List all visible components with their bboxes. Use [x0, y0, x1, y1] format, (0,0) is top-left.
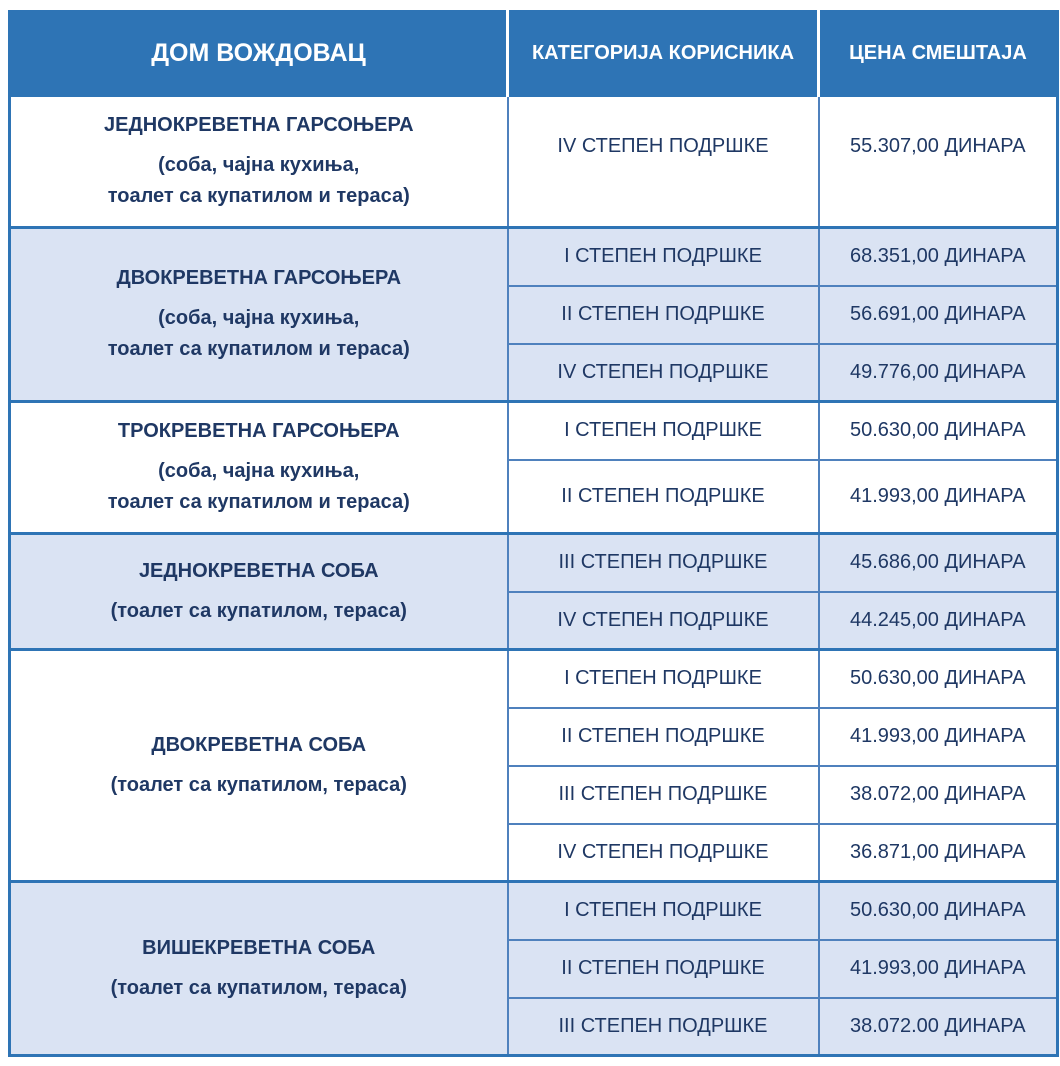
- table-row: [10, 650, 1058, 708]
- price-cell: 44.245,00 ДИНАРА: [819, 592, 1058, 650]
- room-name: ЈЕДНОКРЕВЕТНА ГАРСОЊЕРА: [103, 113, 414, 136]
- category-cell: I СТЕПЕН ПОДРШКЕ: [508, 882, 819, 940]
- price-cell: 50.630,00 ДИНАРА: [819, 402, 1058, 460]
- category-cell: I СТЕПЕН ПОДРШКЕ: [508, 228, 819, 286]
- price-cell: 41.993,00 ДИНАРА: [819, 708, 1058, 766]
- room-cell: [10, 882, 508, 1056]
- room-name: ДВОКРЕВЕТНА СОБА: [151, 733, 367, 756]
- room-desc: (тоалет са купатилом, тераса): [110, 773, 407, 796]
- table-row: [10, 882, 1058, 940]
- price-cell: 50.630,00 ДИНАРА: [819, 650, 1058, 708]
- room-desc: (тоалет са купатилом, тераса): [110, 599, 407, 622]
- table-row: [10, 96, 1058, 228]
- category-cell: II СТЕПЕН ПОДРШКЕ: [508, 708, 819, 766]
- header-row: [10, 12, 1058, 96]
- room-desc: (тоалет са купатилом, тераса): [110, 976, 407, 999]
- price-cell: 45.686,00 ДИНАРА: [819, 534, 1058, 592]
- price-cell: 41.993,00 ДИНАРА: [819, 940, 1058, 998]
- price-cell: 36.871,00 ДИНАРА: [819, 824, 1058, 882]
- room-cell: [10, 402, 508, 534]
- room-desc: (соба, чајна кухиња, тоалет са купатилом и тераса): [107, 153, 410, 207]
- category-cell: II СТЕПЕН ПОДРШКЕ: [508, 460, 819, 534]
- room-name: ЈЕДНОКРЕВЕТНА СОБА: [138, 559, 379, 582]
- table-row: [10, 402, 1058, 460]
- room-name: ТРОКРЕВЕТНА ГАРСОЊЕРА: [117, 420, 400, 442]
- room-desc: (соба, чајна кухиња, тоалет са купатилом и тераса): [107, 307, 410, 360]
- category-cell: IV СТЕПЕН ПОДРШКЕ: [508, 344, 819, 402]
- table-row: [10, 534, 1058, 592]
- category-cell: IV СТЕПЕН ПОДРШКЕ: [508, 824, 819, 882]
- category-cell: IV СТЕПЕН ПОДРШКЕ: [508, 96, 819, 228]
- header-category: КАТЕГОРИЈА КОРИСНИКА: [508, 12, 819, 96]
- room-cell: [10, 650, 508, 882]
- category-cell: IV СТЕПЕН ПОДРШКЕ: [508, 592, 819, 650]
- price-cell: 68.351,00 ДИНАРА: [819, 228, 1058, 286]
- category-cell: I СТЕПЕН ПОДРШКЕ: [508, 402, 819, 460]
- room-cell: [10, 228, 508, 402]
- price-cell: 55.307,00 ДИНАРА: [819, 96, 1058, 228]
- price-table: [8, 10, 1059, 1057]
- price-cell: 49.776,00 ДИНАРА: [819, 344, 1058, 402]
- category-cell: III СТЕПЕН ПОДРШКЕ: [508, 998, 819, 1056]
- category-cell: III СТЕПЕН ПОДРШКЕ: [508, 766, 819, 824]
- price-cell: 41.993,00 ДИНАРА: [819, 460, 1058, 534]
- header-price: ЦЕНА СМЕШТАЈА: [819, 12, 1058, 96]
- room-cell: [10, 534, 508, 650]
- table-row: [10, 228, 1058, 286]
- price-cell: 50.630,00 ДИНАРА: [819, 882, 1058, 940]
- room-name: ДВОКРЕВЕТНА ГАРСОЊЕРА: [116, 267, 402, 289]
- room-name: ВИШЕКРЕВЕТНА СОБА: [142, 936, 376, 959]
- category-cell: I СТЕПЕН ПОДРШКЕ: [508, 650, 819, 708]
- price-cell: 38.072,00 ДИНАРА: [819, 766, 1058, 824]
- price-cell: 56.691,00 ДИНАРА: [819, 286, 1058, 344]
- category-cell: II СТЕПЕН ПОДРШКЕ: [508, 286, 819, 344]
- room-cell: [10, 96, 508, 228]
- room-desc: (соба, чајна кухиња, тоалет са купатилом и тераса): [107, 460, 410, 513]
- category-cell: II СТЕПЕН ПОДРШКЕ: [508, 940, 819, 998]
- price-cell: 38.072.00 ДИНАРА: [819, 998, 1058, 1056]
- header-dom: ДОМ ВОЖДОВАЦ: [10, 12, 508, 96]
- category-cell: III СТЕПЕН ПОДРШКЕ: [508, 534, 819, 592]
